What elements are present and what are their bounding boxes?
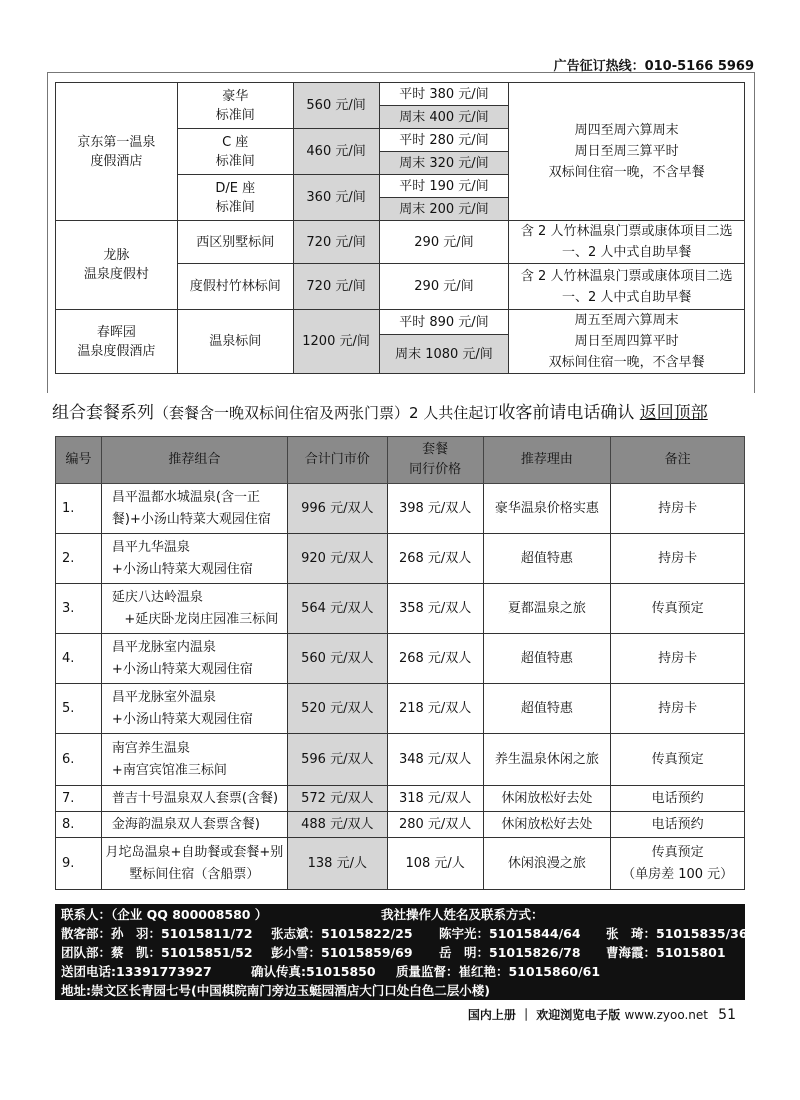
col-combo: 推荐组合 [101, 437, 287, 484]
hotel-name: 京东第一温泉 度假酒店 [56, 83, 178, 221]
room-type: 西区别墅标间 [177, 221, 293, 264]
weekday-price: 平时 890 元/间 [379, 310, 509, 335]
col-total: 合计门市价 [287, 437, 387, 484]
col-pkg: 套餐 同行价格 [387, 437, 483, 484]
hotel-note: 周四至周六算周末 周日至周三算平时 双标间住宿一晚，不含早餐 [509, 83, 745, 221]
room-price: 720 元/间 [293, 264, 379, 310]
weekend-price: 周末 320 元/间 [379, 152, 509, 175]
table-row [56, 310, 745, 335]
package-table [55, 436, 745, 890]
back-to-top-link[interactable]: 返回顶部 [639, 403, 708, 423]
hotel-note: 含 2 人竹林温泉门票或康体项目二选 一、2 人中式自助早餐 [509, 221, 745, 264]
contact-box: 联系人：（企业 QQ 800008580 ） 我社操作人姓名及联系方式： 散客部：孙 羽：51015811/72 张志斌：51015822/25 陈宇光：51015844/64 张 琦：51015835/36 团队部：蔡 凯：51015851/52 彭小雪：51015859/69 岳 明：51015826/78 曹海霞：51015801 送团电话:13391773927 确认传真:51015850 质量监督：崔红艳：51015860/61 地址:崇文区长青园七号(中国棋院南门旁边玉蜓园酒店大门口处白色二层小楼) [55, 904, 745, 1000]
room-price: 560 元/间 [293, 83, 379, 129]
table-row: 1. 昌平温都水城温泉(含一正 餐)+小汤山特菜大观园住宿 996 元/双人 398 元/双人 豪华温泉价格实惠 持房卡 [56, 484, 745, 534]
site-url: www.zyoo.net [624, 1008, 708, 1022]
table-row: 9. 月坨岛温泉+自助餐或套餐+别 墅标间住宿（含船票） 138 元/人 108 元/人 休闲浪漫之旅 传真预定 （单房差 100 元） [56, 838, 745, 890]
group-price: 290 元/间 [379, 221, 509, 264]
hotel-table [55, 82, 745, 374]
hotel-note: 周五至周六算周末 周日至周四算平时 双标间住宿一晚，不含早餐 [509, 310, 745, 374]
room-price: 1200 元/间 [293, 310, 379, 374]
table-row [56, 83, 745, 106]
table-row: 6. 南宫养生温泉 +南宫宾馆准三标间 596 元/双人 348 元/双人 养生温泉休闲之旅 传真预定 [56, 734, 745, 786]
table-row: 2. 昌平九华温泉 +小汤山特菜大观园住宿 920 元/双人 268 元/双人 超值特惠 持房卡 [56, 534, 745, 584]
group-price: 290 元/间 [379, 264, 509, 310]
page-number: 51 [718, 1007, 736, 1023]
room-type: 度假村竹林标间 [177, 264, 293, 310]
table-row: 8. 金海韵温泉双人套票含餐) 488 元/双人 280 元/双人 休闲放松好去处 电话预约 [56, 812, 745, 838]
hotel-name: 春晖园 温泉度假酒店 [56, 310, 178, 374]
address: 地址:崇文区长青园七号(中国棋院南门旁边玉蜓园酒店大门口处白色二层小楼) [61, 983, 490, 998]
table-row: 4. 昌平龙脉室内温泉 +小汤山特菜大观园住宿 560 元/双人 268 元/双人 超值特惠 持房卡 [56, 634, 745, 684]
room-type: 温泉标间 [177, 310, 293, 374]
page-footer: 国内上册 ｜ 欢迎浏览电子版 www.zyoo.net 51 [467, 1007, 736, 1023]
weekday-price: 平时 190 元/间 [379, 175, 509, 198]
room-type: C 座 标准间 [177, 129, 293, 175]
weekend-price: 周末 400 元/间 [379, 106, 509, 129]
ops-title: 我社操作人姓名及联系方式： [381, 907, 544, 922]
col-reason: 推荐理由 [483, 437, 611, 484]
table-row: 5. 昌平龙脉室外温泉 +小汤山特菜大观园住宿 520 元/双人 218 元/双人 超值特惠 持房卡 [56, 684, 745, 734]
table-row: 7. 普吉十号温泉双人套票(含餐) 572 元/双人 318 元/双人 休闲放松好去处 电话预约 [56, 786, 745, 812]
room-type: 豪华 标准间 [177, 83, 293, 129]
room-price: 360 元/间 [293, 175, 379, 221]
contact-label: 联系人：（企业 QQ 800008580 ） [61, 907, 268, 922]
hotel-name: 龙脉 温泉度假村 [56, 221, 178, 310]
room-type: D/E 座 标准间 [177, 175, 293, 221]
ad-hotline: 广告征订热线：010-5166 5969 [553, 59, 754, 74]
col-no: 编号 [56, 437, 102, 484]
section-title: 组合套餐系列（套餐含一晚双标间住宿及两张门票）2 人共住起订收客前请电话确认 返回顶部 [52, 403, 708, 423]
weekday-price: 平时 280 元/间 [379, 129, 509, 152]
table-row [56, 221, 745, 264]
weekend-price: 周末 200 元/间 [379, 198, 509, 221]
col-remark: 备注 [611, 437, 745, 484]
room-price: 460 元/间 [293, 129, 379, 175]
hotel-note: 含 2 人竹林温泉门票或康体项目二选 一、2 人中式自助早餐 [509, 264, 745, 310]
room-price: 720 元/间 [293, 221, 379, 264]
table-row: 3. 延庆八达岭温泉 +延庆卧龙岗庄园准三标间 564 元/双人 358 元/双人 夏都温泉之旅 传真预定 [56, 584, 745, 634]
weekday-price: 平时 380 元/间 [379, 83, 509, 106]
weekend-price: 周末 1080 元/间 [379, 335, 509, 374]
table-header [56, 437, 745, 484]
